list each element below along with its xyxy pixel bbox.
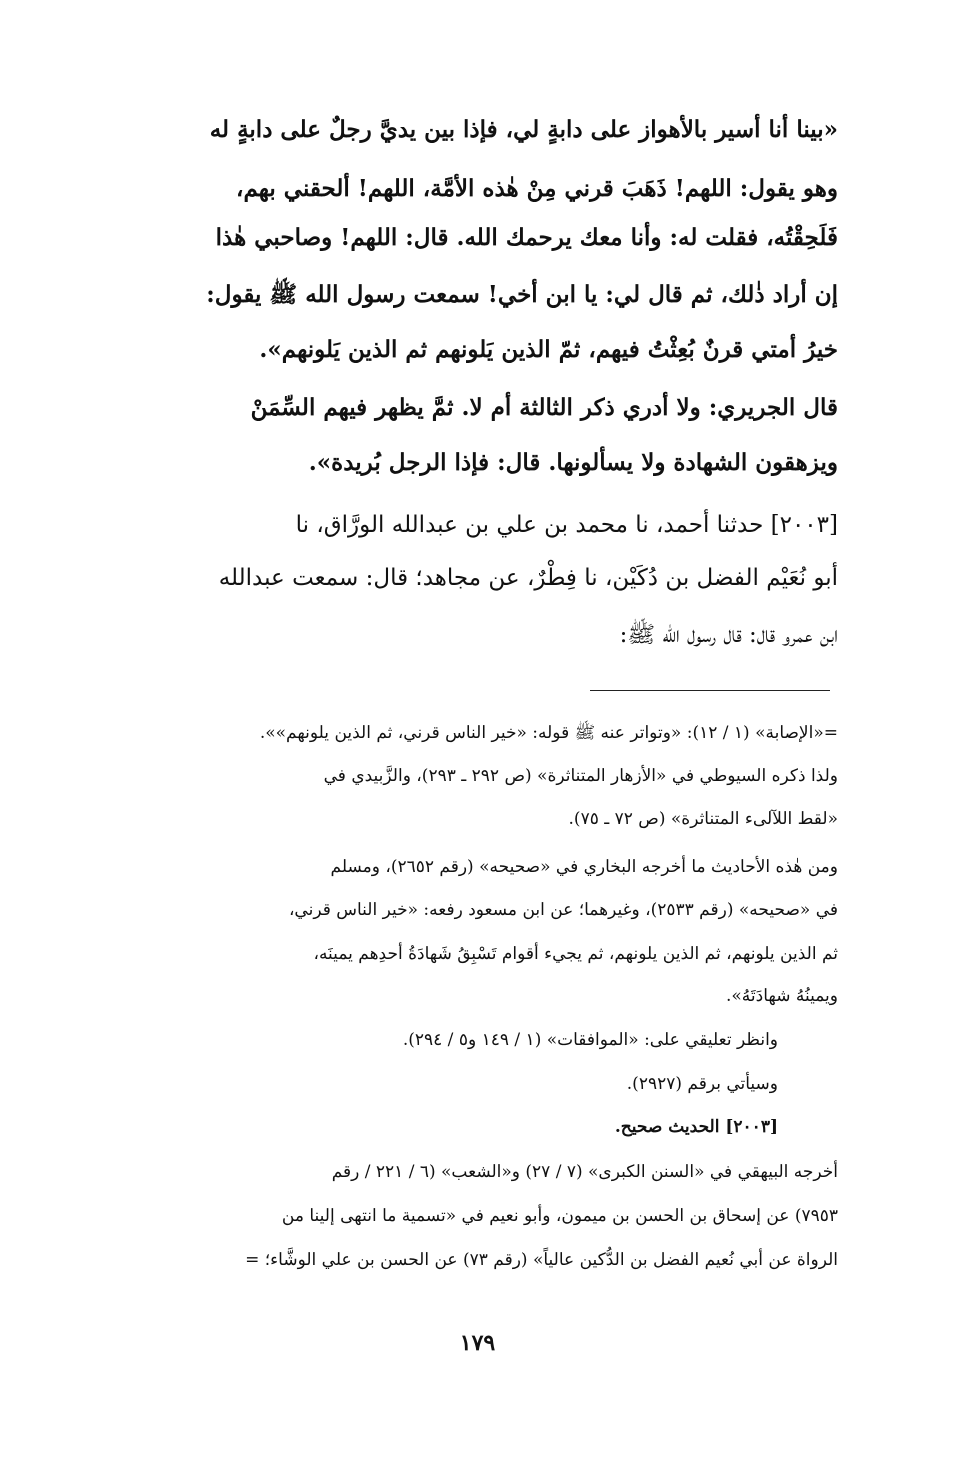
para2-line-2: ويزهقون الشهادة ولا يسألونها. قال: فإذا الرجل بُريدة». bbox=[308, 449, 838, 476]
footnote-line: ثم الذين يلونهم، ثم الذين يلونهم، ثم يجيء أقوام تَسْبِقُ شَهادَةُ أحدِهم يمينَه، bbox=[313, 944, 838, 964]
footnote-line: ويمينُهُ شهادَتَهُ». bbox=[725, 986, 838, 1006]
para1-line-2: وهو يقول: اللهم! ذَهَبَ قرني مِنْ هٰذه الأمَّة، اللهم! ألحقني بهم، bbox=[236, 175, 838, 202]
hadith-2003-line-2: أبو نُعَيْم الفضل بن دُكَيْن، نا فِطْرٌ، عن مجاهد؛ قال: سمعت عبدالله bbox=[218, 565, 838, 591]
footnote-line: وانظر تعليقي على: «الموافقات» (١ / ١٤٩ و٥ / ٢٩٤). bbox=[402, 1030, 778, 1050]
para1-line-3: فَلَحِقْتُه، فقلت له: وأنا معك يرحمك الله. قال: اللهم! وصاحبي هٰذا bbox=[215, 224, 838, 251]
hadith-2003-line-3: ابن عمرو قال: قال رسول الله ﷺ: bbox=[619, 622, 838, 648]
page-number: ١٧٩ bbox=[459, 1330, 496, 1356]
footnote-line: في «صحيحه» (رقم ٢٥٣٣)، وغيرهما؛ عن ابن مسعود رفعه: «خير الناس قرني، bbox=[288, 900, 838, 920]
footnote-line: ومن هٰذه الأحاديث ما أخرجه البخاري في «صحيحه» (رقم ٢٦٥٢)، ومسلم bbox=[330, 857, 838, 877]
footnote-line: ولذا ذكره السيوطي في «الأزهار المتناثرة» (ص ٢٩٢ ـ ٢٩٣)، والزَّبيدي في bbox=[323, 766, 838, 786]
para1-line-5: خيرُ أمتي قرنٌ بُعِثْتُ فيهم، ثمّ الذين يَلونهم ثم الذين يَلونهم». bbox=[259, 336, 838, 363]
footnote-hadith-ruling: [٢٠٠٣] الحديث صحيح. bbox=[614, 1117, 778, 1137]
para1-line-1: «بينا أنا أسير بالأهواز على دابةٍ لي، فإذا بين يديَّ رجلٌ على دابةٍ له bbox=[209, 116, 838, 143]
hadith-2003-line-1: [٢٠٠٣] حدثنا أحمد، نا محمد بن علي بن عبدالله الورَّاق، نا bbox=[295, 512, 838, 538]
footnote-line: =«الإصابة» (١ / ١٢): «وتواتر عنه ﷺ قوله: «خير الناس قرني، ثم الذين يلونهم»». bbox=[259, 723, 838, 743]
para2-line-1: قال الجريري: ولا أدري ذكر الثالثة أم لا. ثمَّ يظهر فيهم السِّمَنْ bbox=[250, 394, 838, 421]
para1-line-4: إن أراد ذٰلك، ثم قال لي: يا ابن أخي! سمعت رسول الله ﷺ يقول: bbox=[206, 281, 838, 308]
footnote-line: الرواة عن أبي نُعيم الفضل بن الدُّكين عالياً» (رقم ٧٣) عن الحسن بن علي الوشَّاء؛ = bbox=[245, 1250, 838, 1270]
footnote-divider bbox=[590, 690, 830, 691]
footnote-line: «لقط اللآلىء المتناثرة» (ص ٧٢ ـ ٧٥). bbox=[568, 809, 838, 829]
footnote-line: وسيأتي برقم (٢٩٢٧). bbox=[626, 1074, 778, 1094]
footnote-line: ٧٩٥٣) عن إسحاق بن الحسن بن ميمون، وأبو نعيم في «تسمية ما انتهى إلينا من bbox=[281, 1206, 838, 1226]
footnote-line: أخرجه البيهقي في «السنن الكبرى» (٧ / ٢٧) و«الشعب» (٦ / ٢٢١ / رقم bbox=[331, 1162, 838, 1182]
